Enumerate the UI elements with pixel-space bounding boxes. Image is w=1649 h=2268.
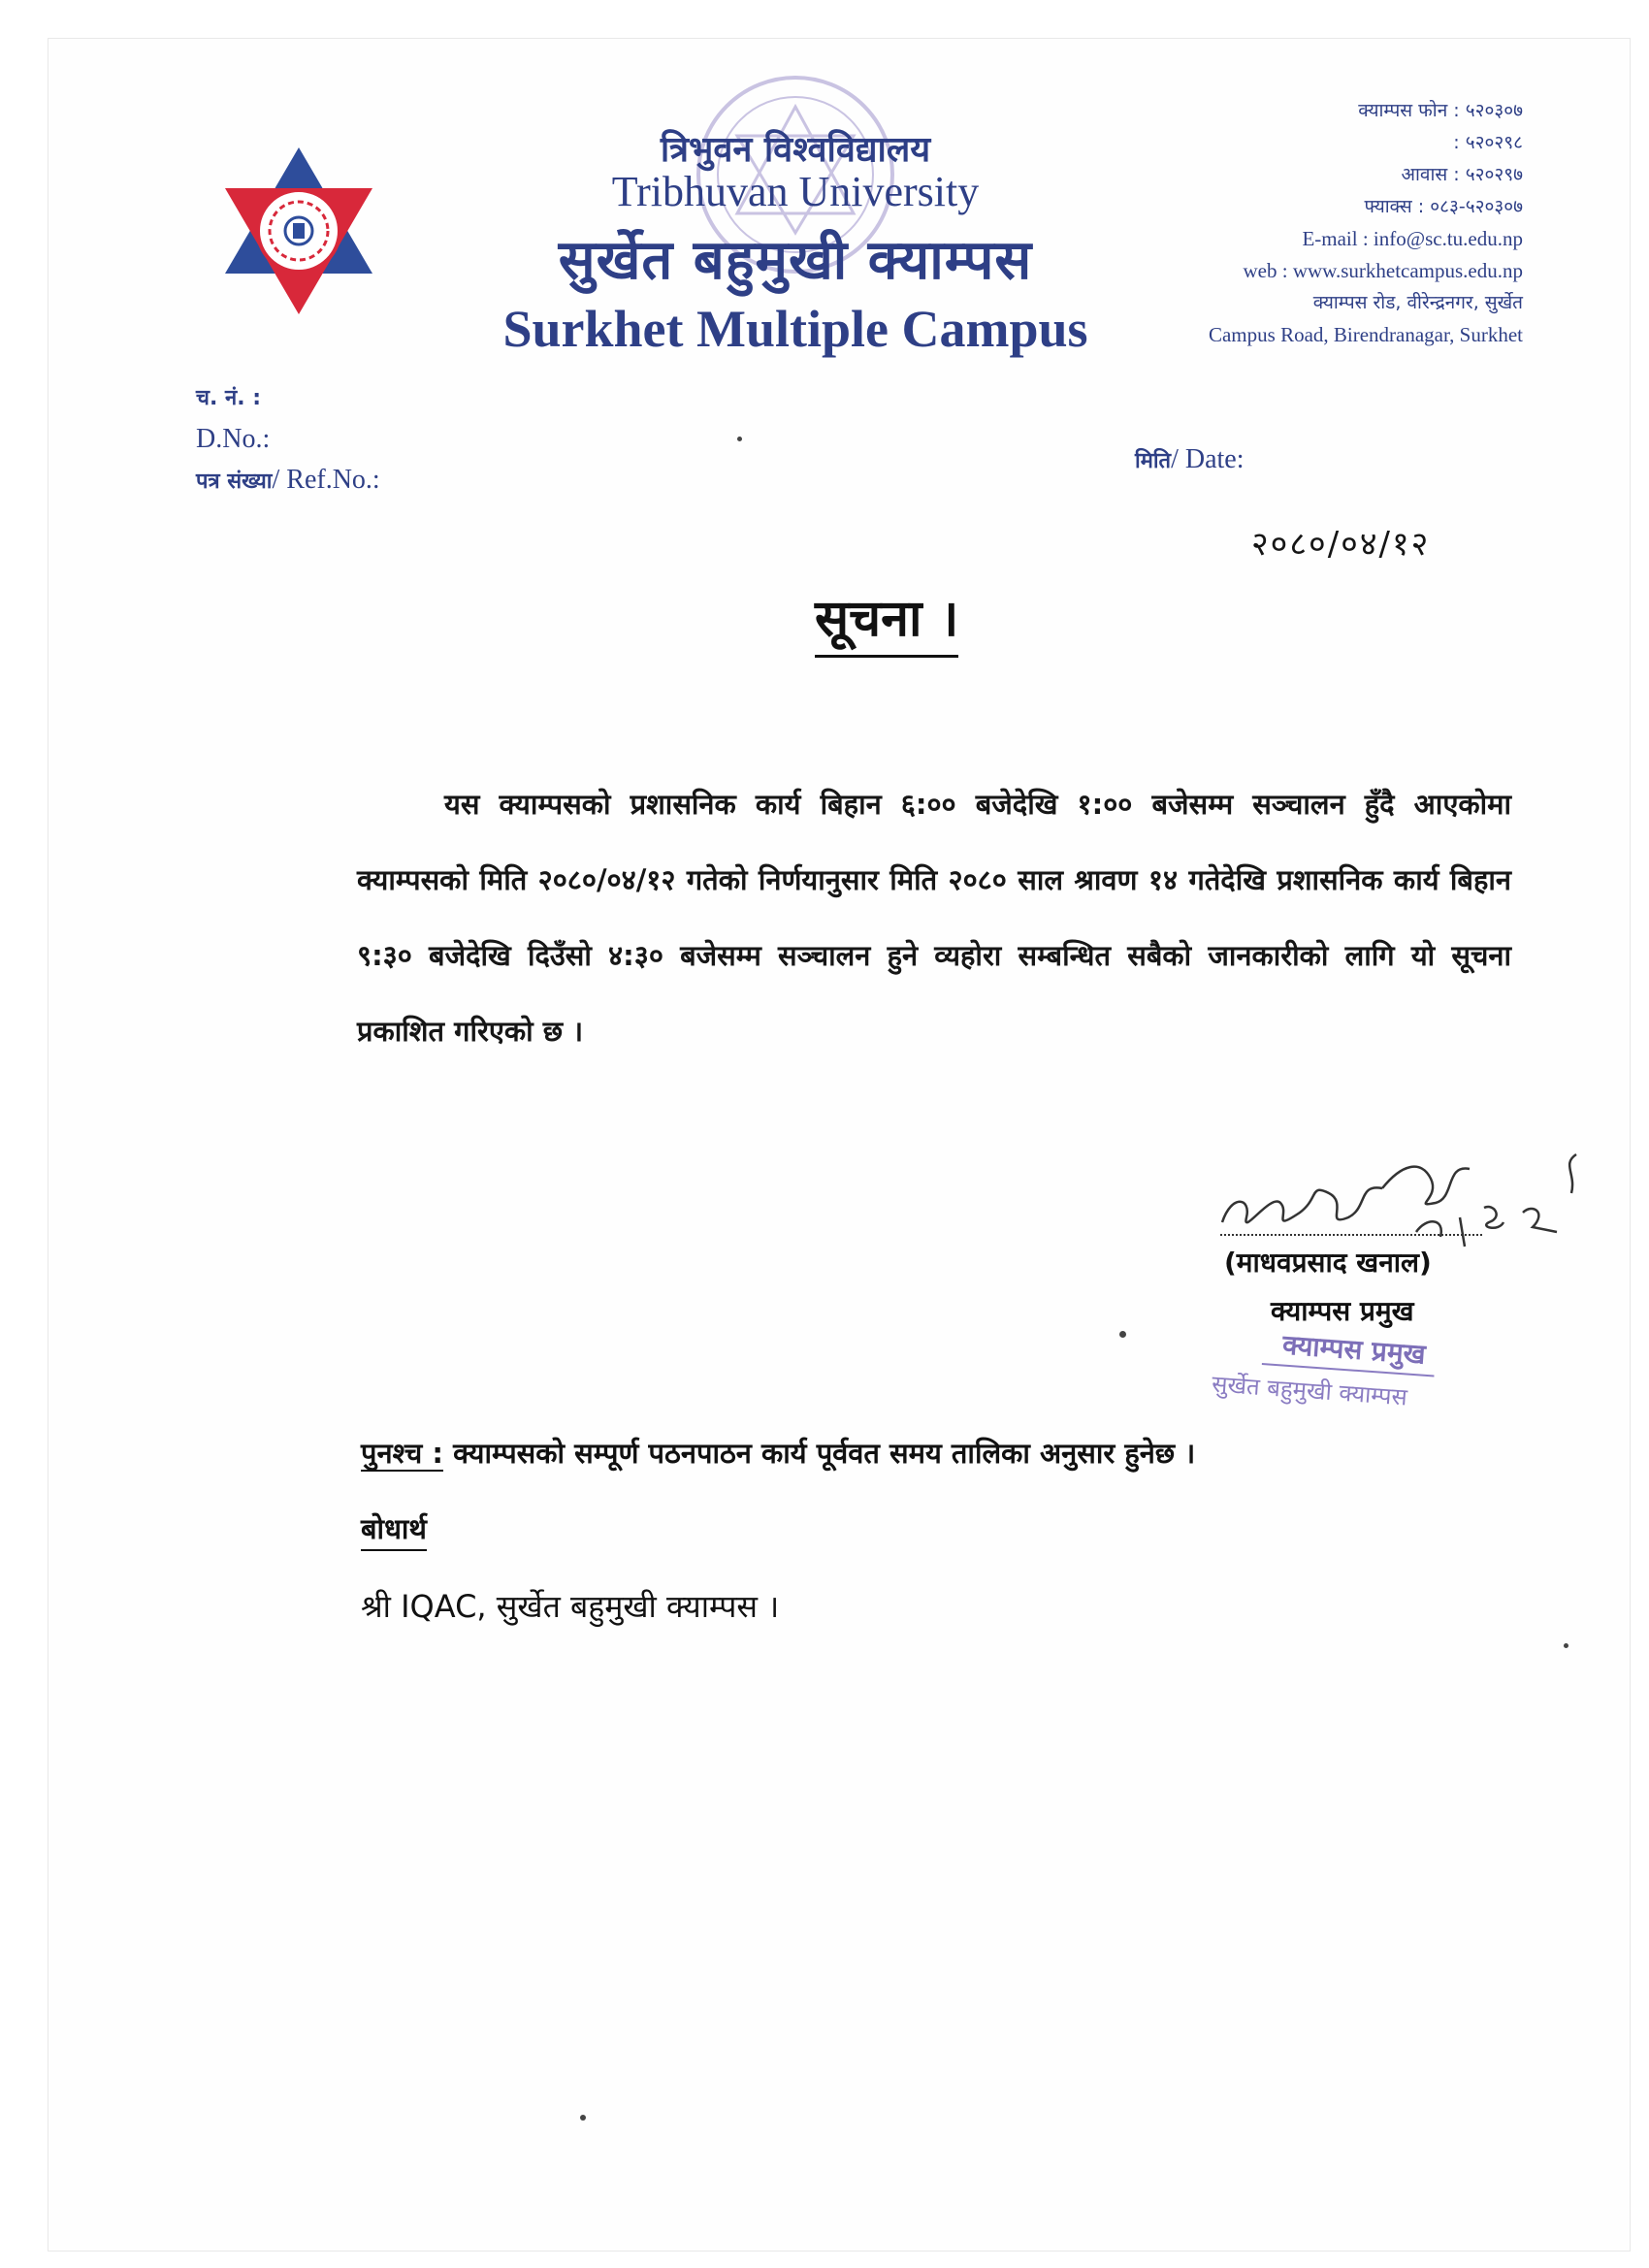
tribhuvan-university-logo-icon	[221, 144, 376, 318]
website-url: web : www.surkhetcampus.edu.np	[1243, 259, 1523, 282]
signatory-designation: क्याम्पस प्रमुख	[1271, 1295, 1414, 1327]
contact-block	[1077, 95, 1523, 351]
address-nepali: क्याम्पस रोड, वीरेन्द्रनगर, सुर्खेत	[1312, 292, 1523, 313]
dispatch-no-label: D.No.:	[196, 424, 271, 454]
date-label-nepali: मिति	[1135, 449, 1172, 473]
stamp-campus: सुर्खेत बहुमुखी क्याम्पस	[1211, 1370, 1408, 1411]
scan-speck	[580, 2115, 586, 2121]
postscript-text: क्याम्पसको सम्पूर्ण पठनपाठन कार्य पूर्ववत समय तालिका अनुसार हुनेछ ।	[443, 1437, 1196, 1470]
university-name-nepali: त्रिभुवन विश्वविद्यालय	[660, 130, 931, 170]
address-english: Campus Road, Birendranagar, Surkhet	[1208, 323, 1523, 346]
cha-no-label: च. नं. :	[196, 386, 262, 410]
handwritten-signature-icon	[1212, 1125, 1600, 1261]
campus-name-nepali: सुर्खेत बहुमुखी क्याम्पस	[558, 229, 1033, 292]
notice-date: २०८०/०४/१२	[1251, 525, 1431, 564]
postscript-label: पुनश्च :	[361, 1437, 444, 1470]
scan-speck	[737, 437, 742, 441]
date-label-english: / Date:	[1171, 444, 1245, 474]
scan-speck	[1564, 1643, 1568, 1648]
campus-chief-stamp	[1210, 1321, 1506, 1439]
email-address: E-mail : info@sc.tu.edu.np	[1302, 227, 1523, 250]
ref-no-label-nepali: पत्र संख्या	[196, 470, 273, 494]
reference-fields	[196, 378, 380, 502]
scan-speck	[1119, 1331, 1126, 1338]
signature-line	[1220, 1234, 1482, 1236]
cc-recipient: श्री IQAC, सुर्खेत बहुमुखी क्याम्पस ।	[361, 1588, 780, 1625]
campus-phone-2: : ५२०२९८	[1453, 132, 1523, 153]
notice-body: यस क्याम्पसको प्रशासनिक कार्य बिहान ६:०० बजेदेखि १:०० बजेसम्म सञ्चालन हुँदै आएकोमा क्याम्पसको मिति २०८०/०४/१२ गतेको निर्णयानुसार मिति २०८० साल श्रावण १४ गतेदेखि प्रशासनिक कार्य बिहान ९:३० बजेदेखि दिउँसो ४:३० बजेसम्म सञ्चालन हुने व्यहोरा सम्बन्धित सबैको जानकारीको लागि यो सूचना प्रकाशित गरिएको छ ।	[357, 788, 1511, 1048]
postscript	[361, 1434, 1195, 1472]
ref-no-label-english: / Ref.No.:	[272, 465, 380, 495]
stamp-designation: क्याम्पस प्रमुख	[1262, 1324, 1437, 1377]
university-name-english: Tribhuvan University	[611, 168, 980, 215]
residence-phone: आवास : ५२०२९७	[1401, 164, 1523, 185]
date-label	[1135, 444, 1245, 475]
signatory-name: (माधवप्रसाद खनाल)	[1224, 1247, 1432, 1279]
notice-title: सूचना ।	[815, 582, 958, 658]
fax-number: फ्याक्स : ०८३-५२०३०७	[1364, 196, 1523, 217]
campus-name-english: Surkhet Multiple Campus	[502, 300, 1088, 358]
cc-heading: बोधार्थ	[361, 1509, 427, 1551]
campus-phone-1: क्याम्पस फोन : ५२०३०७	[1358, 100, 1523, 121]
